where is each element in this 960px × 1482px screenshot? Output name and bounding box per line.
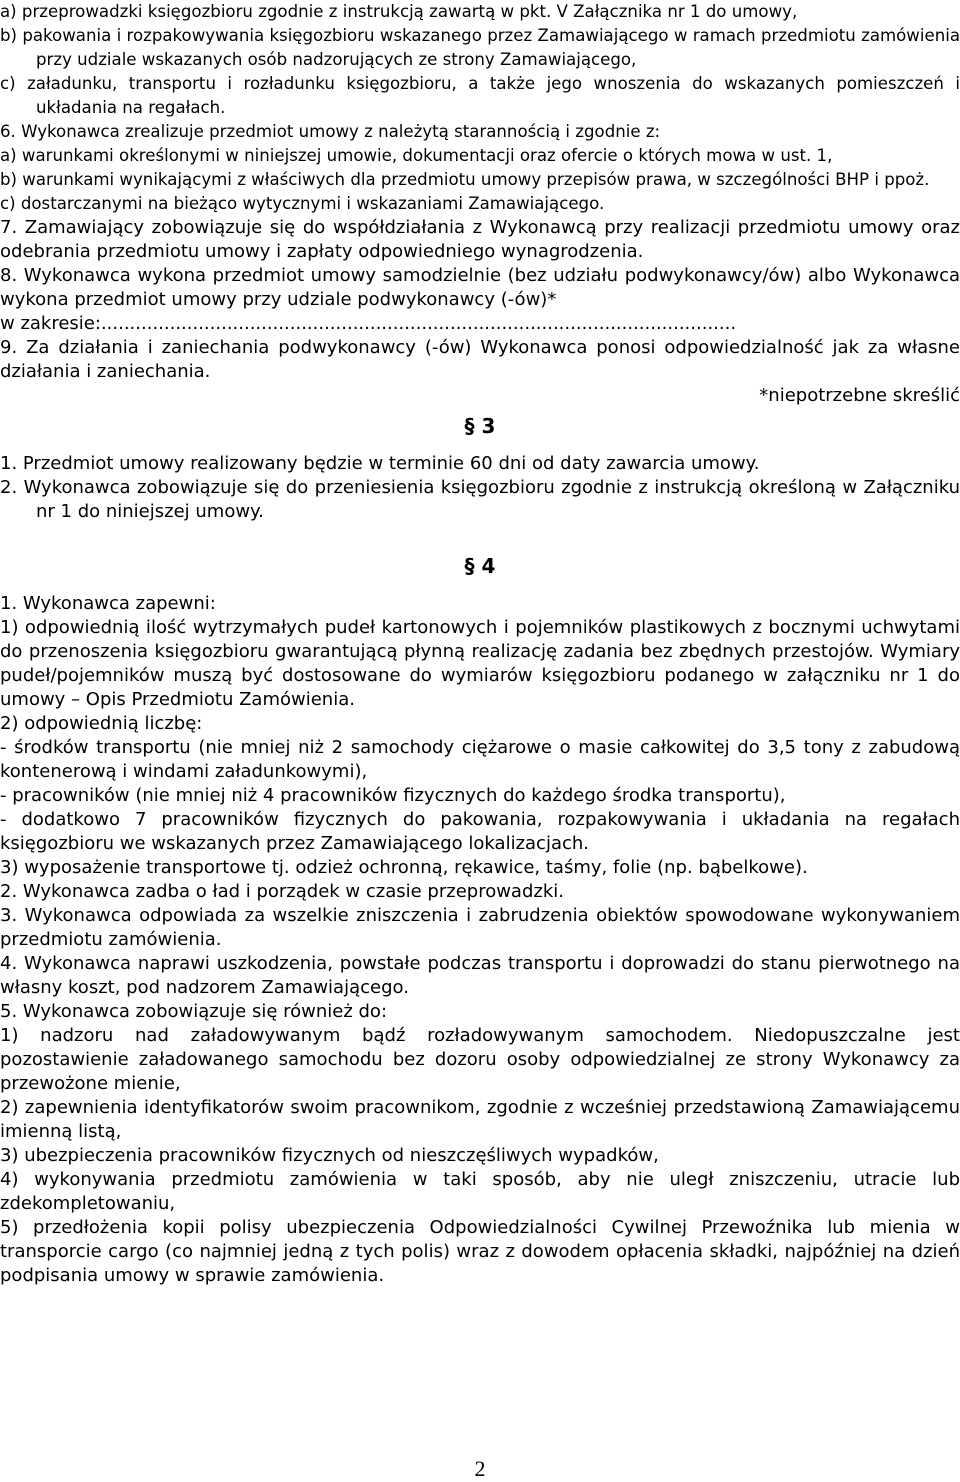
paragraph: 1) odpowiednią ilość wytrzymałych pudeł kartonowych i pojemników plastikowych z bocznymi uchwytami do przenoszenia księgozbioru gwarantującą płynną realizację zadania bez zbędnych przestojów. Wymiary pudeł/pojemników muszą być dostosowane do wymiarów księgozbioru podanego w załączniku nr 1 do umowy – Opis Przedmiotu Zamówienia. (0, 617, 960, 710)
paragraph: 7. Zamawiający zobowiązuje się do współdziałania z Wykonawcą przy realizacji przedmiotu umowy oraz odebrania przedmiotu umowy i zapłaty odpowiedniego wynagrodzenia. (0, 217, 960, 262)
paragraph: 3) wyposażenie transportowe tj. odzież ochronną, rękawice, taśmy, folie (np. bąbelkowe). (0, 857, 808, 878)
paragraph: 1. Wykonawca zapewni: (0, 593, 216, 614)
paragraph: 2. Wykonawca zobowiązuje się do przeniesienia księgozbioru zgodnie z instrukcją określoną w Załączniku nr 1 do niniejszej umowy. (0, 477, 960, 522)
paragraph: 6. Wykonawca zrealizuje przedmiot umowy z należytą starannością i zgodnie z: (0, 122, 661, 141)
paragraph: b) pakowania i rozpakowywania księgozbioru wskazanego przez Zamawiającego w ramach przedmiotu zamówienia przy udziale wskazanych osób nadzorujących ze strony Zamawiającego, (0, 26, 960, 69)
paragraph: a) przeprowadzki księgozbioru zgodnie z instrukcją zawartą w pkt. V Załącznika nr 1 do umowy, (0, 2, 798, 21)
paragraph: 4) wykonywania przedmiotu zamówienia w taki sposób, aby nie uległ zniszczeniu, utracie lub zdekompletowaniu, (0, 1169, 960, 1214)
paragraph: 2) odpowiednią liczbę: (0, 713, 203, 734)
paragraph: 3. Wykonawca odpowiada za wszelkie zniszczenia i zabrudzenia obiektów spowodowane wykonywaniem przedmiotu zamówienia. (0, 905, 960, 950)
paragraph: *niepotrzebne skreślić (759, 385, 960, 406)
paragraph: 2. Wykonawca zadba o ład i porządek w czasie przeprowadzki. (0, 881, 564, 902)
paragraph: b) warunkami wynikającymi z właściwych dla przedmiotu umowy przepisów prawa, w szczególności BHP i ppoż. (0, 170, 930, 189)
section-3-clauses (0, 452, 960, 524)
paragraph: 5) przedłożenia kopii polisy ubezpieczenia Odpowiedzialności Cywilnej Przewoźnika lub mienia w transporcie cargo (co najmniej jedną z tych polis) wraz z dowodem opłacenia składki, najpóźniej na dzień podpisania umowy w sprawie zamówienia. (0, 1217, 960, 1286)
contract-clauses-continued (0, 0, 960, 408)
paragraph: 8. Wykonawca wykona przedmiot umowy samodzielnie (bez udziału podwykonawcy/ów) albo Wykonawca wykona przedmiot umowy przy udziale podwykonawcy (-ów)* (0, 265, 960, 310)
paragraph: - pracowników (nie mniej niż 4 pracowników fizycznych do każdego środka transportu), (0, 785, 786, 806)
paragraph: 2) zapewnienia identyfikatorów swoim pracownikom, zgodnie z wcześniej przedstawioną Zamawiającemu imienną listą, (0, 1097, 960, 1142)
paragraph: 5. Wykonawca zobowiązuje się również do: (0, 1001, 388, 1022)
page-number: 2 (474, 1456, 486, 1481)
paragraph: 1. Przedmiot umowy realizowany będzie w terminie 60 dni od daty zawarcia umowy. (0, 453, 760, 474)
paragraph: a) warunkami określonymi w niniejszej umowie, dokumentacji oraz ofercie o których mowa w ust. 1, (0, 146, 833, 165)
paragraph: - środków transportu (nie mniej niż 2 samochody ciężarowe o masie całkowitej do 3,5 tony z zabudową kontenerową i windami załadunkowymi), (0, 737, 960, 782)
paragraph: 4. Wykonawca naprawi uszkodzenia, powstałe podczas transportu i doprowadzi do stanu pierwotnego na własny koszt, pod nadzorem Zamawiającego. (0, 953, 960, 998)
paragraph: c) dostarczanymi na bieżąco wytycznymi i wskazaniami Zamawiającego. (0, 194, 605, 213)
paragraph: - dodatkowo 7 pracowników fizycznych do pakowania, rozpakowywania i układania na regałach księgozbioru we wskazanych przez Zamawiającego lokalizacjach. (0, 809, 960, 854)
paragraph: 1) nadzoru nad załadowywanym bądź rozładowywanym samochodem. Niedopuszczalne jest pozostawienie załadowanego samochodu bez dozoru osoby odpowiedzialnej ze strony Wykonawcy za przewożone mienie, (0, 1025, 960, 1094)
paragraph: w zakresie:............................................................................................................... (0, 313, 737, 334)
section-heading-3: § 3 (464, 414, 496, 438)
paragraph: c) załadunku, transportu i rozładunku księgozbioru, a także jego wnoszenia do wskazanych pomieszczeń i układania na regałach. (0, 74, 960, 117)
paragraph: 9. Za działania i zaniechania podwykonawcy (-ów) Wykonawca ponosi odpowiedzialność jak za własne działania i zaniechania. (0, 337, 960, 382)
section-heading-4: § 4 (464, 554, 496, 578)
paragraph: 3) ubezpieczenia pracowników fizycznych od nieszczęśliwych wypadków, (0, 1145, 659, 1166)
section-4-clauses (0, 592, 960, 1288)
